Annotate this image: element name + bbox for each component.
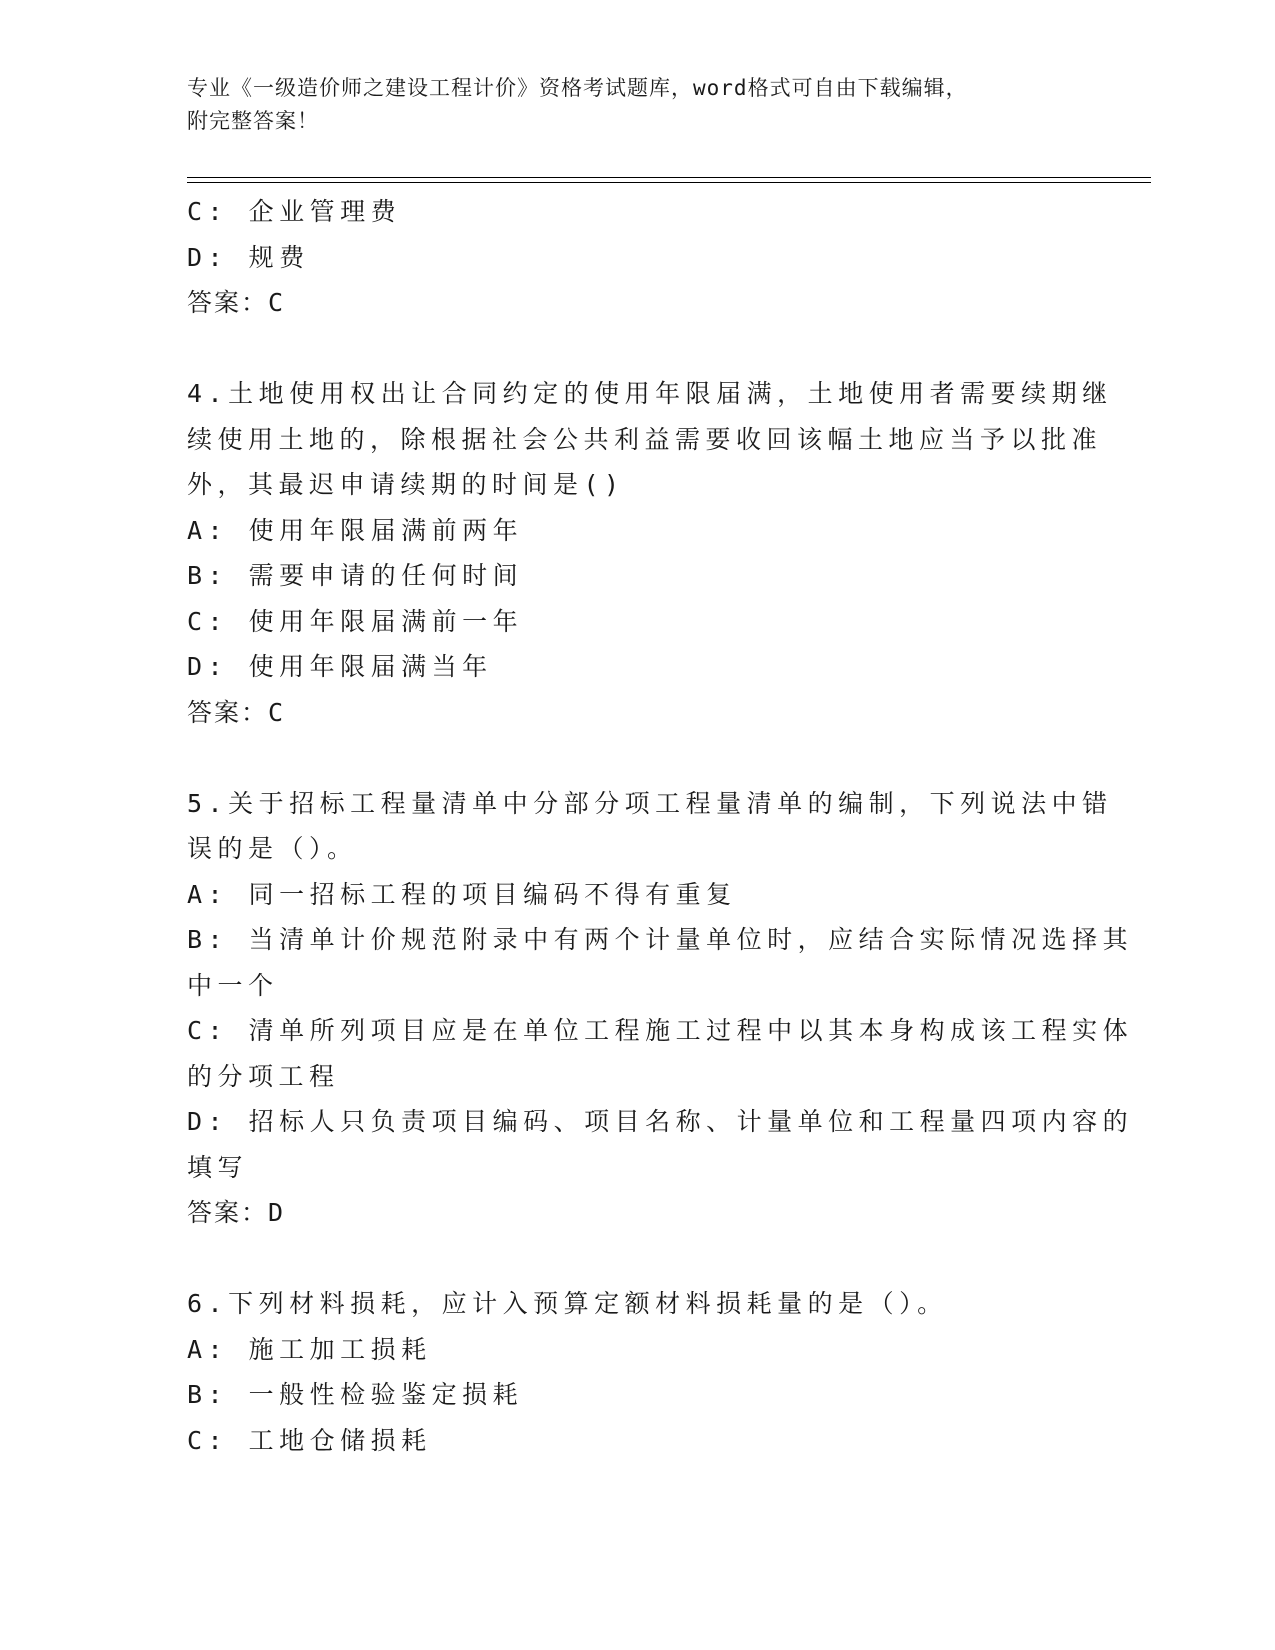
question-text: 外，其最迟申请续期的时间是() (187, 470, 625, 499)
question-text: 4.土地使用权出让合同约定的使用年限届满，土地使用者需要续期继 (187, 379, 1113, 408)
page-header (187, 72, 1067, 138)
option-text: 填写 (187, 1152, 249, 1182)
option-text: D: 规费 (187, 242, 310, 272)
option-text: 的分项工程 (187, 1061, 340, 1091)
option-text: B: 需要申请的任何时间 (187, 561, 524, 590)
answer-text: 答案：C (187, 697, 286, 727)
answer-text: 答案：D (187, 1198, 286, 1227)
question-text: 6.下列材料损耗，应计入预算定额材料损耗量的是（）。 (187, 1289, 948, 1318)
option-text: 中一个 (187, 970, 279, 1000)
question-text: 误的是（）。 (187, 834, 358, 863)
option-text: C: 工地仓储损耗 (187, 1425, 432, 1455)
spacer (187, 735, 1087, 781)
header-line-1: 专业《一级造价师之建设工程计价》资格考试题库，word格式可自由下载编辑， (187, 76, 968, 100)
header-rule-bottom (187, 182, 1151, 183)
option-text: C: 清单所列项目应是在单位工程施工过程中以其本身构成该工程实体 (187, 1016, 1134, 1045)
option-text: C: 企业管理费 (187, 197, 402, 226)
option-text: A: 使用年限届满前两年 (187, 515, 524, 545)
option-text: C: 使用年限届满前一年 (187, 606, 524, 636)
question-text: 5.关于招标工程量清单中分部分项工程量清单的编制，下列说法中错 (187, 788, 1113, 818)
option-text: D: 使用年限届满当年 (187, 652, 493, 681)
question-text: 续使用土地的，除根据社会公共利益需要收回该幅土地应当予以批准 (187, 424, 1103, 454)
answer-text: 答案：C (187, 288, 286, 317)
spacer (187, 1236, 1087, 1282)
option-text: A: 同一招标工程的项目编码不得有重复 (187, 879, 737, 909)
question-list (187, 189, 1134, 1463)
spacer (187, 326, 1087, 372)
option-text: B: 当清单计价规范附录中有两个计量单位时，应结合实际情况选择其 (187, 925, 1134, 954)
option-text: D: 招标人只负责项目编码、项目名称、计量单位和工程量四项内容的 (187, 1107, 1134, 1136)
header-rule-top (187, 177, 1151, 178)
option-text: A: 施工加工损耗 (187, 1334, 432, 1364)
header-line-2: 附完整答案！ (187, 109, 319, 133)
option-text: B: 一般性检验鉴定损耗 (187, 1380, 524, 1409)
